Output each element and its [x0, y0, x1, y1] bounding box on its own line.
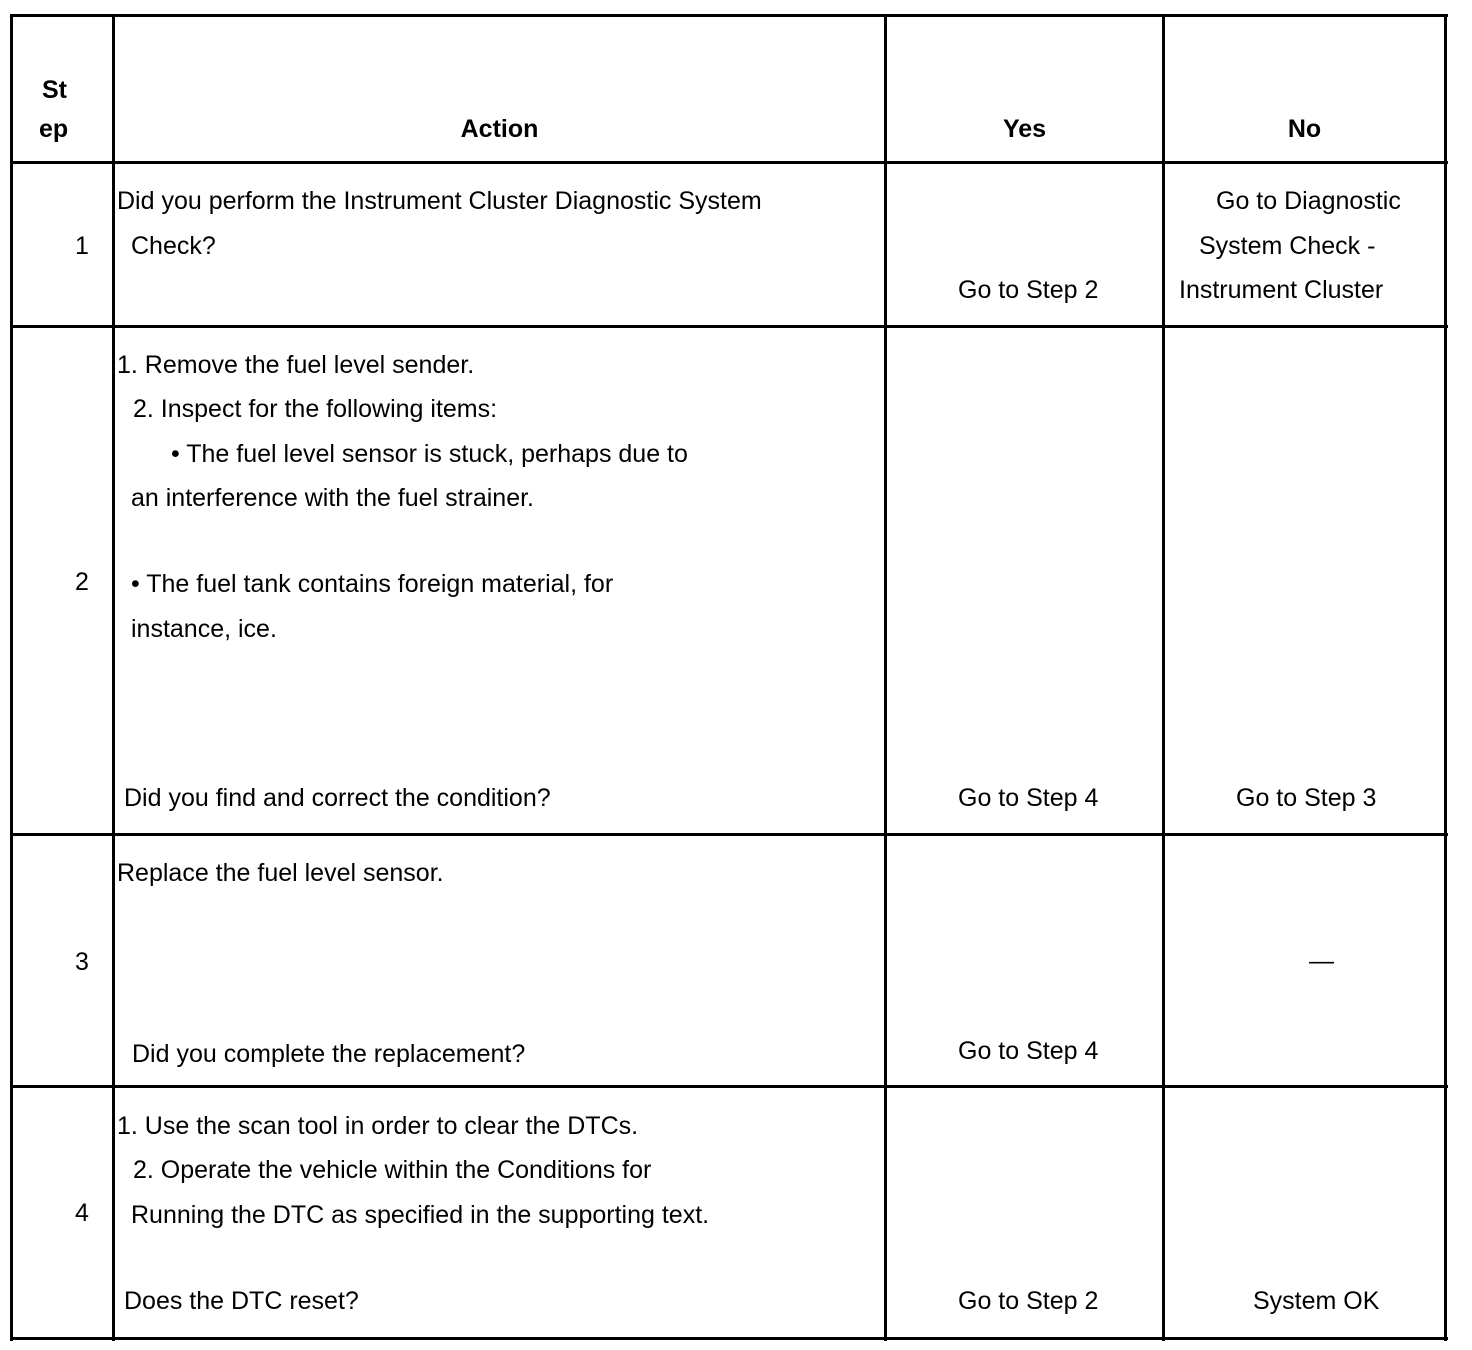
header-step-line2: ep: [39, 115, 69, 143]
row-2-yes: Go to Step 4: [958, 784, 1099, 812]
row-3-action-question: Did you complete the replacement?: [132, 1040, 526, 1068]
row-1-no-line1: Go to Diagnostic: [1216, 187, 1401, 215]
table-border-right: [1444, 14, 1447, 1341]
row-4-yes: Go to Step 2: [958, 1287, 1099, 1315]
row-3-yes: Go to Step 4: [958, 1037, 1099, 1065]
row-4-no: System OK: [1253, 1287, 1380, 1315]
row-1-no-line2: System Check -: [1199, 232, 1376, 260]
row-divider-1: [10, 325, 1448, 328]
row-1-no-line3: Instrument Cluster: [1179, 276, 1384, 304]
row-4-action-line2: 2. Operate the vehicle within the Conditions for: [133, 1156, 652, 1184]
row-3-action-line1: Replace the fuel level sensor.: [117, 859, 444, 887]
row-4-action-question: Does the DTC reset?: [124, 1287, 359, 1315]
row-2-no: Go to Step 3: [1236, 784, 1377, 812]
row-2-action-line4: an interference with the fuel strainer.: [131, 484, 535, 512]
row-3-step: 3: [75, 948, 89, 976]
row-1-yes: Go to Step 2: [958, 276, 1099, 304]
row-2-action-question: Did you find and correct the condition?: [124, 784, 551, 812]
row-2-action-line1: 1. Remove the fuel level sender.: [117, 351, 475, 379]
row-2-action-line6: instance, ice.: [131, 615, 277, 643]
column-divider-step: [112, 14, 115, 1341]
header-yes: Yes: [1002, 115, 1047, 143]
table-border-bottom: [10, 1337, 1448, 1340]
row-1-step: 1: [75, 232, 89, 260]
column-divider-action: [884, 14, 887, 1341]
row-2-action-line3: • The fuel level sensor is stuck, perhaps due to: [171, 440, 688, 468]
header-divider: [10, 161, 1448, 164]
row-divider-3: [10, 1085, 1448, 1088]
row-1-action-line2: Check?: [131, 232, 216, 260]
row-divider-2: [10, 833, 1448, 836]
row-2-action-line2: 2. Inspect for the following items:: [133, 395, 498, 423]
table-border-left: [10, 14, 13, 1341]
header-step-line1: St: [42, 76, 67, 104]
header-no: No: [1287, 115, 1322, 143]
row-2-step: 2: [75, 568, 89, 596]
row-3-no: —: [1309, 947, 1334, 975]
row-1-action-line1: Did you perform the Instrument Cluster Diagnostic System: [117, 187, 762, 215]
row-4-action-line3: Running the DTC as specified in the supporting text.: [131, 1201, 710, 1229]
column-divider-yes: [1162, 14, 1165, 1341]
header-action: Action: [460, 115, 539, 143]
row-4-step: 4: [75, 1199, 89, 1227]
row-2-action-line5: • The fuel tank contains foreign material, for: [131, 570, 614, 598]
row-4-action-line1: 1. Use the scan tool in order to clear the DTCs.: [117, 1112, 639, 1140]
table-border-top: [10, 14, 1448, 17]
